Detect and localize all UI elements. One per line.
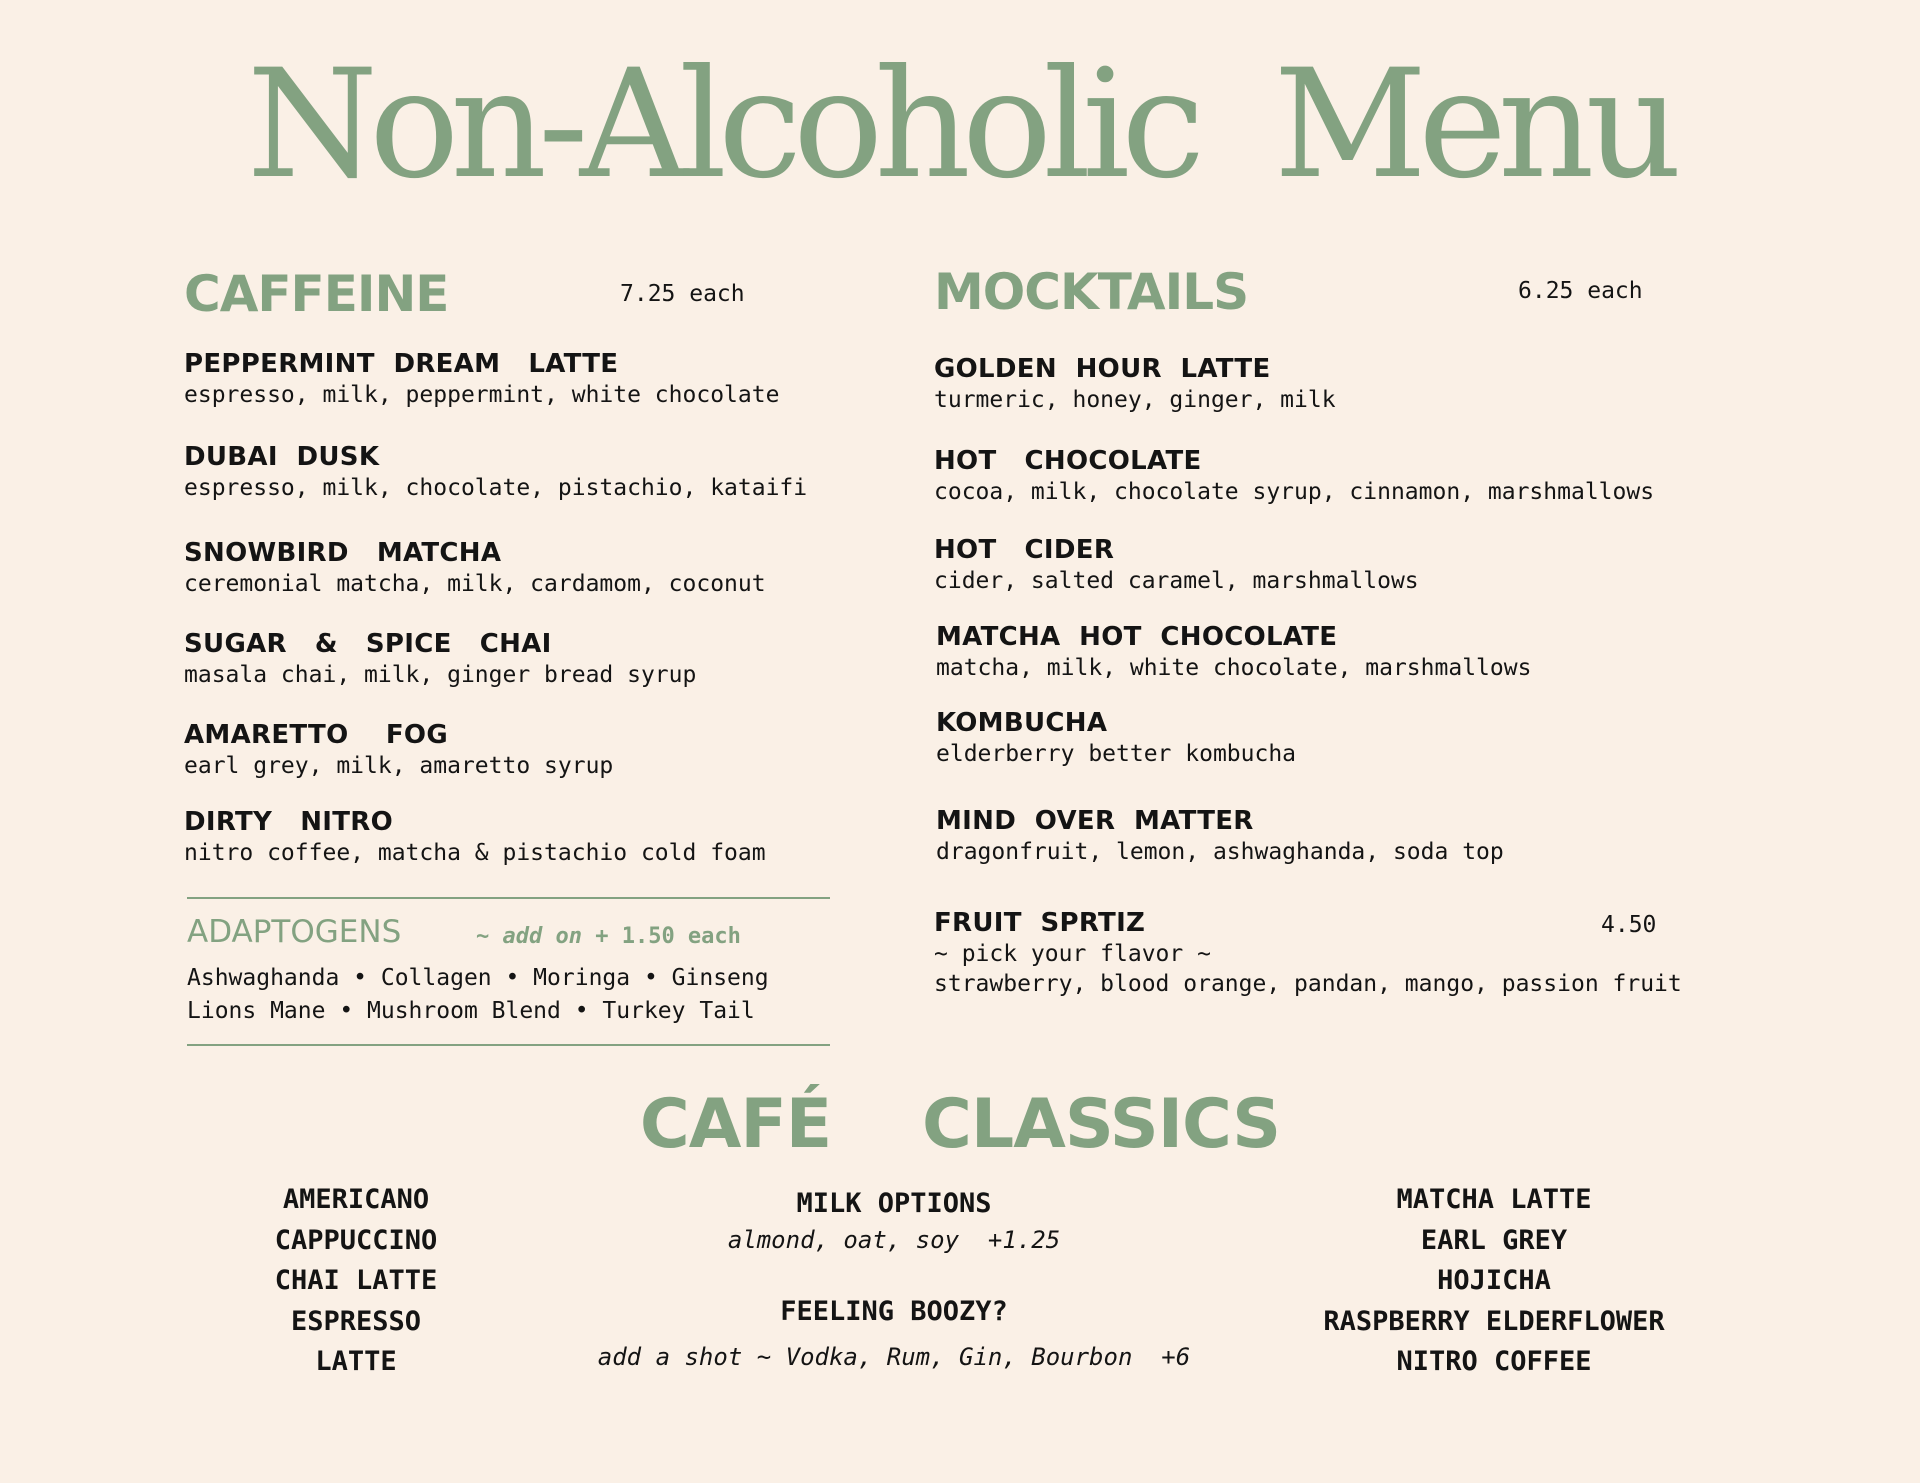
caffeine-item bbox=[184, 719, 613, 781]
list-item: AMERICANO bbox=[282, 1184, 430, 1215]
caffeine-item bbox=[184, 628, 696, 690]
item-desc: cocoa, milk, chocolate syrup, cinnamon, marshmallows bbox=[934, 479, 1655, 505]
item-desc: dragonfruit, lemon, ashwaghanda, soda top bbox=[936, 839, 1504, 865]
cafe-classics-heading: CAFÉ CLASSICS bbox=[639, 1085, 1281, 1164]
adaptogens-line: Lions Mane • Mushroom Blend • Turkey Tail bbox=[187, 998, 755, 1024]
item-desc: strawberry, blood orange, pandan, mango, passion fruit bbox=[934, 971, 1682, 997]
item-name: PEPPERMINT DREAM LATTE bbox=[184, 349, 619, 379]
item-desc: turmeric, honey, ginger, milk bbox=[934, 387, 1336, 413]
item-desc: espresso, milk, peppermint, white chocolate bbox=[184, 382, 780, 408]
item-desc: cider, salted caramel, marshmallows bbox=[934, 568, 1419, 594]
cafe-left-list bbox=[206, 1180, 506, 1383]
item-name: MATCHA HOT CHOCOLATE bbox=[936, 622, 1338, 652]
add-on-text: ~ add on bbox=[476, 924, 582, 949]
mocktail-item bbox=[934, 534, 1419, 596]
milk-options-line: almond, oat, soy +1.25 bbox=[727, 1226, 1061, 1254]
caffeine-item bbox=[184, 806, 766, 868]
adaptogens-line: Ashwaghanda • Collagen • Moringa • Ginseng bbox=[187, 965, 769, 991]
fruit-spritz-item bbox=[934, 907, 1682, 999]
item-name: KOMBUCHA bbox=[936, 708, 1108, 738]
item-desc: masala chai, milk, ginger bread syrup bbox=[184, 662, 697, 688]
milk-options-heading: MILK OPTIONS bbox=[796, 1188, 992, 1219]
feeling-boozy-heading: FEELING BOOZY? bbox=[780, 1296, 1008, 1327]
list-item: NITRO COFFEE bbox=[1396, 1346, 1592, 1377]
fruit-spritz-price: 4.50 bbox=[1601, 912, 1657, 938]
list-item: LATTE bbox=[315, 1346, 397, 1377]
cafe-right-list bbox=[1244, 1180, 1744, 1383]
menu-title: Non-Alcoholic Menu bbox=[246, 38, 1674, 212]
adaptogens-note bbox=[476, 922, 741, 952]
item-name: FRUIT SPRTIZ bbox=[934, 908, 1146, 938]
item-subtitle: ~ pick your flavor ~ bbox=[934, 941, 1211, 967]
caffeine-price: 7.25 each bbox=[620, 281, 745, 307]
mocktail-item bbox=[934, 353, 1336, 415]
item-name: DUBAI DUSK bbox=[184, 442, 380, 472]
item-name: HOT CHOCOLATE bbox=[934, 446, 1202, 476]
item-name: GOLDEN HOUR LATTE bbox=[934, 354, 1271, 384]
item-name: AMARETTO FOG bbox=[184, 720, 448, 750]
list-item: CHAI LATTE bbox=[274, 1265, 438, 1296]
item-desc: nitro coffee, matcha & pistachio cold foam bbox=[184, 840, 766, 866]
add-on-price: + 1.50 each bbox=[581, 924, 741, 949]
item-name: MIND OVER MATTER bbox=[936, 806, 1254, 836]
adaptogens-heading: ADAPTOGENS bbox=[187, 914, 402, 950]
mocktail-item bbox=[934, 445, 1654, 507]
item-desc: earl grey, milk, amaretto syrup bbox=[184, 753, 614, 779]
caffeine-item bbox=[184, 348, 779, 410]
list-item: MATCHA LATTE bbox=[1396, 1184, 1592, 1215]
mocktail-item bbox=[936, 621, 1531, 683]
item-desc: matcha, milk, white chocolate, marshmallows bbox=[936, 655, 1532, 681]
list-item: EARL GREY bbox=[1420, 1224, 1568, 1256]
item-desc: espresso, milk, chocolate, pistachio, kataifi bbox=[184, 475, 808, 501]
list-item: RASPBERRY ELDERFLOWER bbox=[1323, 1305, 1665, 1337]
item-name: HOT CIDER bbox=[934, 535, 1115, 565]
item-desc: ceremonial matcha, milk, cardamom, coconut bbox=[184, 571, 766, 597]
item-name: SUGAR & SPICE CHAI bbox=[184, 629, 552, 659]
item-name: SNOWBIRD MATCHA bbox=[184, 538, 502, 568]
mocktail-item bbox=[936, 707, 1296, 769]
mocktails-price: 6.25 each bbox=[1518, 278, 1643, 304]
list-item: CAPPUCCINO bbox=[274, 1224, 438, 1256]
mocktail-item bbox=[936, 805, 1504, 867]
feeling-boozy-line: add a shot ~ Vodka, Rum, Gin, Bourbon +6 bbox=[597, 1343, 1191, 1371]
list-item: ESPRESSO bbox=[290, 1305, 422, 1337]
mocktails-heading: MOCKTAILS bbox=[934, 263, 1249, 321]
caffeine-item bbox=[184, 537, 766, 599]
divider bbox=[187, 897, 830, 899]
caffeine-item bbox=[184, 441, 807, 503]
list-item: HOJICHA bbox=[1437, 1265, 1551, 1296]
caffeine-heading: CAFFEINE bbox=[184, 265, 449, 323]
divider bbox=[187, 1044, 830, 1046]
item-name: DIRTY NITRO bbox=[184, 807, 394, 837]
item-desc: elderberry better kombucha bbox=[936, 741, 1297, 767]
